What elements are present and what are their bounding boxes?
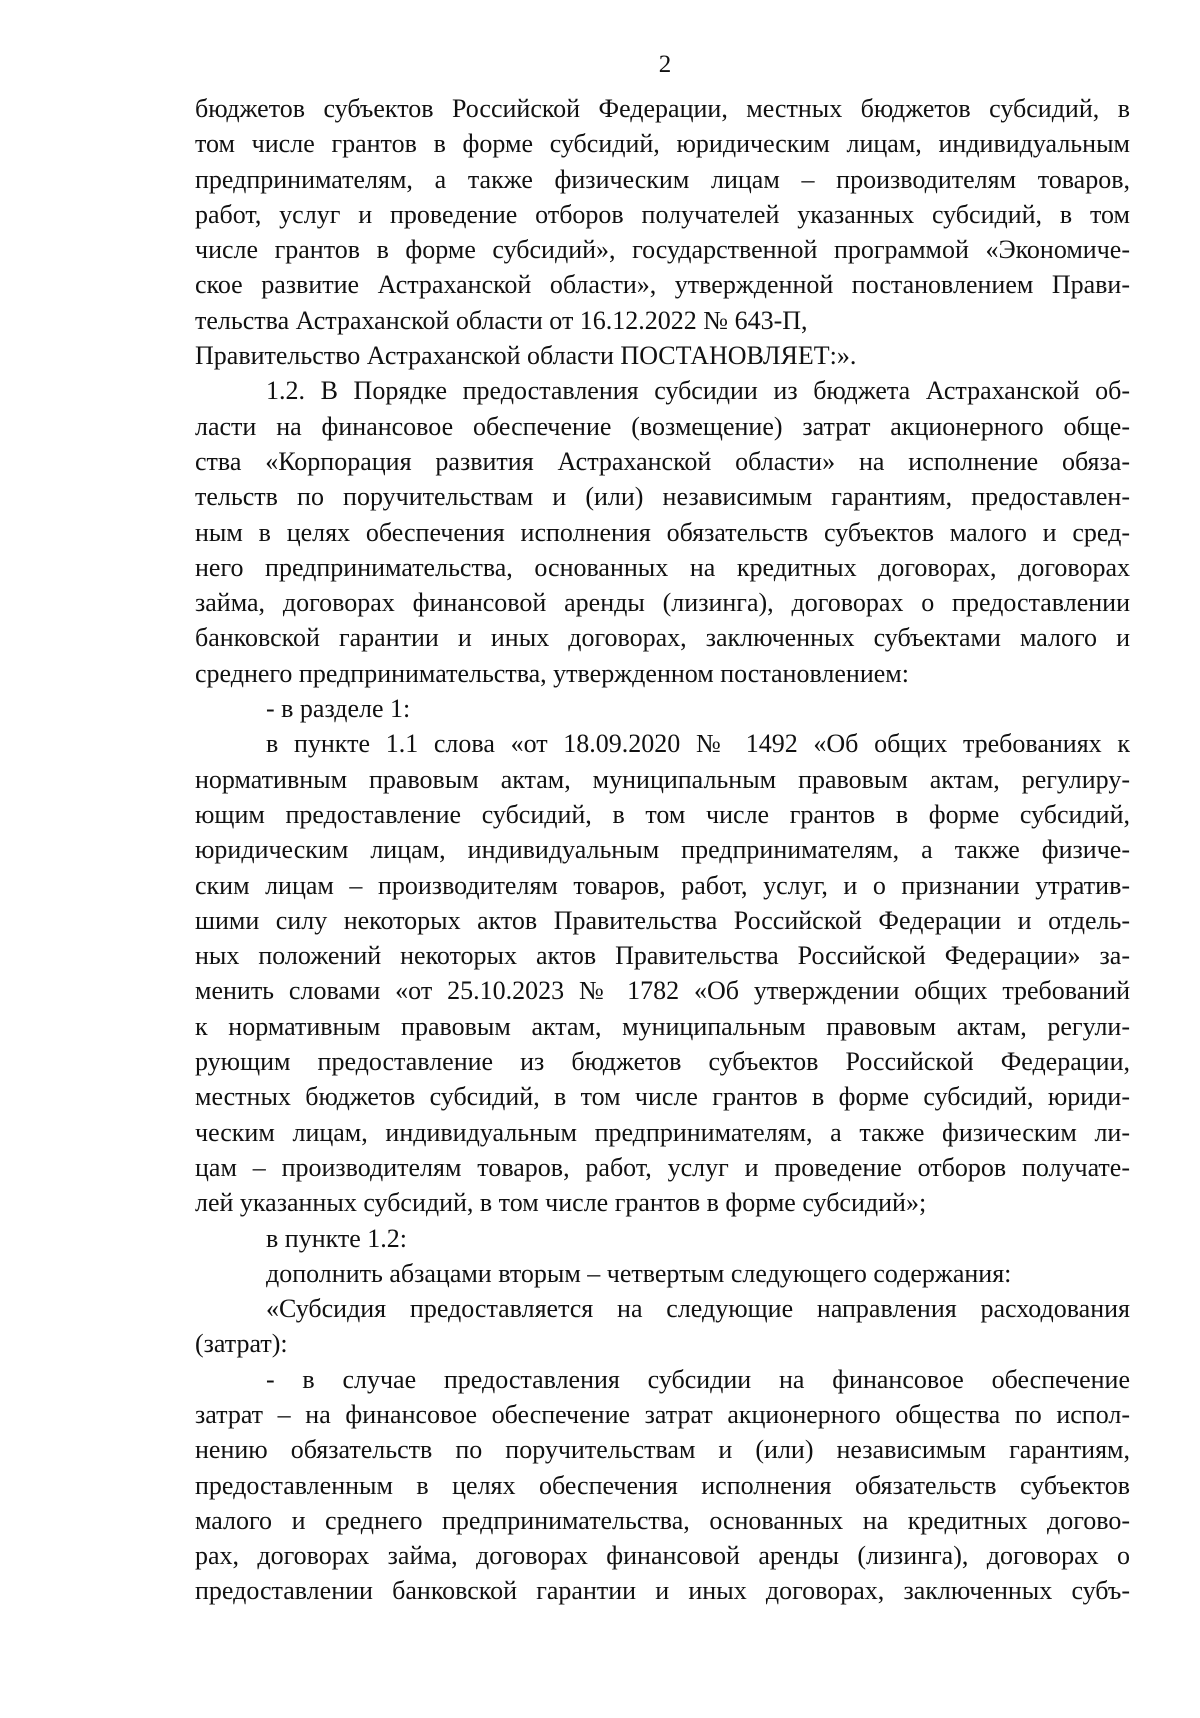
text-line: займа, договорах финансовой аренды (лизинга), договорах о предоставлении [195,588,1130,618]
text-line: ющим предоставление субсидий, в том числе грантов в форме субсидий, [195,799,1130,829]
text-line: среднего предпринимательства, утвержденном постановлением: [195,658,909,688]
text-line: ным в целях обеспечения исполнения обязательств субъектов малого и сред- [195,517,1130,547]
text-line: ским лицам – производителям товаров, работ, услуг, и о признании утратив- [195,870,1130,900]
text-line: менить словами «от 25.10.2023 № 1782 «Об утверждении общих требований [195,976,1130,1006]
text-line: нормативным правовым актам, муниципальным правовым актам, регулиру- [195,764,1130,794]
text-line: в пункте 1.1 слова «от 18.09.2020 № 1492 «Об общих требованиях к [266,729,1130,759]
text-line: предпринимателям, а также физическим лицам – производителям товаров, [195,164,1130,194]
text-line: рах, договорах займа, договорах финансовой аренды (лизинга), договорах о [195,1541,1130,1571]
text-line: - в разделе 1: [266,694,411,724]
text-line: него предпринимательства, основанных на кредитных договорах, договорах [195,552,1130,582]
text-line: в пункте 1.2: [266,1223,408,1253]
text-line: местных бюджетов субсидий, в том числе грантов в форме субсидий, юриди- [195,1082,1130,1112]
text-line: ства «Корпорация развития Астраханской области» на исполнение обяза- [195,446,1130,476]
text-line: цам – производителям товаров, работ, услуг и проведение отборов получате- [195,1152,1130,1182]
text-line: тельства Астраханской области от 16.12.2022 № 643-П, [195,305,808,335]
document-body [195,91,1130,1609]
text-line: тельств по поручительствам и (или) независимым гарантиям, предоставлен- [195,482,1130,512]
text-line: том числе грантов в форме субсидий, юридическим лицам, индивидуальным [195,129,1130,159]
text-line: работ, услуг и проведение отборов получателей указанных субсидий, в том [195,199,1130,229]
text-line: ных положений некоторых актов Правительства Российской Федерации» за- [195,941,1130,971]
text-line: 1.2. В Порядке предоставления субсидии из бюджета Астраханской об- [266,376,1130,406]
text-line: малого и среднего предпринимательства, основанных на кредитных догово- [195,1505,1130,1535]
text-line: (затрат): [195,1329,288,1359]
text-line: затрат – на финансовое обеспечение затрат акционерного общества по испол- [195,1399,1130,1429]
text-line: числе грантов в форме субсидий», государственной программой «Экономиче- [195,235,1130,265]
text-line: предоставленным в целях обеспечения исполнения обязательств субъектов [195,1470,1130,1500]
text-line: нению обязательств по поручительствам и (или) независимым гарантиям, [195,1435,1130,1465]
text-line: юридическим лицам, индивидуальным предпринимателям, а также физиче- [195,835,1130,865]
text-line: ческим лицам, индивидуальным предпринимателям, а также физическим ли- [195,1117,1130,1147]
text-line: «Субсидия предоставляется на следующие направления расходования [266,1294,1130,1324]
text-line: к нормативным правовым актам, муниципальным правовым актам, регули- [195,1011,1130,1041]
text-line: - в случае предоставления субсидии на финансовое обеспечение [266,1364,1130,1394]
text-line: банковской гарантии и иных договорах, заключенных субъектами малого и [195,623,1130,653]
text-line: рующим предоставление из бюджетов субъектов Российской Федерации, [195,1047,1130,1077]
page-number: 2 [658,51,672,78]
text-line: ское развитие Астраханской области», утвержденной постановлением Прави- [195,270,1130,300]
text-line: шими силу некоторых актов Правительства Российской Федерации и отдель- [195,905,1130,935]
text-line: Правительство Астраханской области ПОСТАНОВЛЯЕТ:». [195,341,857,371]
text-line: лей указанных субсидий, в том числе грантов в форме субсидий»; [195,1188,927,1218]
text-line: дополнить абзацами вторым – четвертым следующего содержания: [266,1258,1012,1288]
text-line: предоставлении банковской гарантии и иных договорах, заключенных субъ- [195,1576,1130,1606]
text-line: бюджетов субъектов Российской Федерации, местных бюджетов субсидий, в [195,94,1130,123]
text-line: ласти на финансовое обеспечение (возмещение) затрат акционерного обще- [195,411,1130,441]
